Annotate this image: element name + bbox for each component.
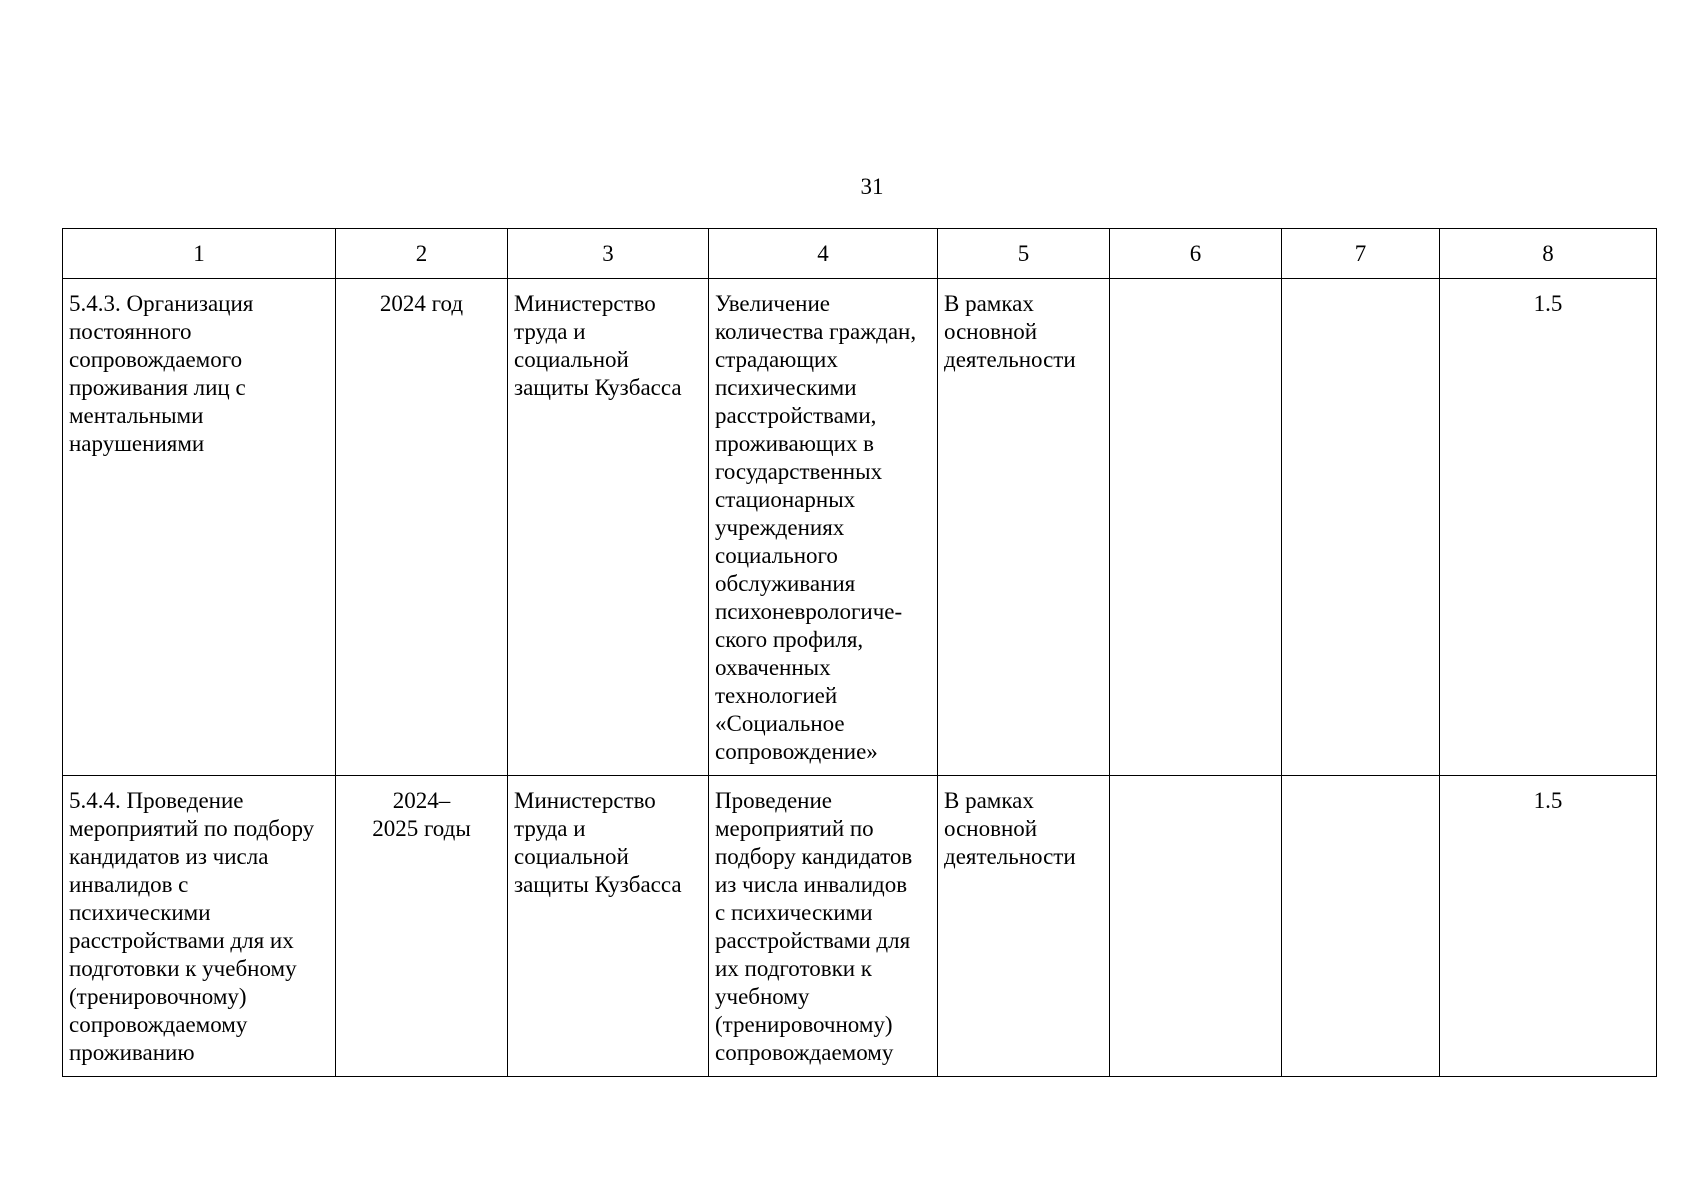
column-header: 2 [336,229,508,279]
column-header: 1 [63,229,336,279]
result-cell: Проведение мероприятий по подбору кандидатов из числа инвалидов с психическими расстройствами для их подготовки к учебному (тренировочному) сопровождаемому [709,776,938,1077]
measures-table [62,228,1657,1077]
measure-name-cell: 5.4.4. Проведение мероприятий по подбору кандидатов из числа инвалидов с психическими расстройствами для их подготовки к учебному (тренировочному) сопровождаемому проживанию [63,776,336,1077]
column-header: 3 [508,229,709,279]
indicator-cell: 1.5 [1440,776,1657,1077]
empty-cell [1282,776,1440,1077]
column-header: 8 [1440,229,1657,279]
result-cell: Увеличение количества граждан, страдающих психическими расстройствами, проживающих в государственных стационарных учреждениях социального обслуживания психоневрологиче- ского профиля, охваченных технологией «Социальное сопровождение» [709,279,938,776]
measure-name-cell: 5.4.3. Организация постоянного сопровождаемого проживания лиц с ментальными нарушениями [63,279,336,776]
empty-cell [1110,776,1282,1077]
table-row [63,279,1657,776]
period-cell: 2024– 2025 годы [336,776,508,1077]
column-header: 5 [938,229,1110,279]
executor-cell: Министерство труда и социальной защиты Кузбасса [508,776,709,1077]
page-number: 31 [860,174,884,199]
column-header: 7 [1282,229,1440,279]
executor-cell: Министерство труда и социальной защиты Кузбасса [508,279,709,776]
empty-cell [1110,279,1282,776]
funding-cell: В рамках основной деятельности [938,776,1110,1077]
table-row [63,776,1657,1077]
table-header-row [63,229,1657,279]
column-header: 6 [1110,229,1282,279]
column-header: 4 [709,229,938,279]
empty-cell [1282,279,1440,776]
funding-cell: В рамках основной деятельности [938,279,1110,776]
indicator-cell: 1.5 [1440,279,1657,776]
period-cell: 2024 год [336,279,508,776]
